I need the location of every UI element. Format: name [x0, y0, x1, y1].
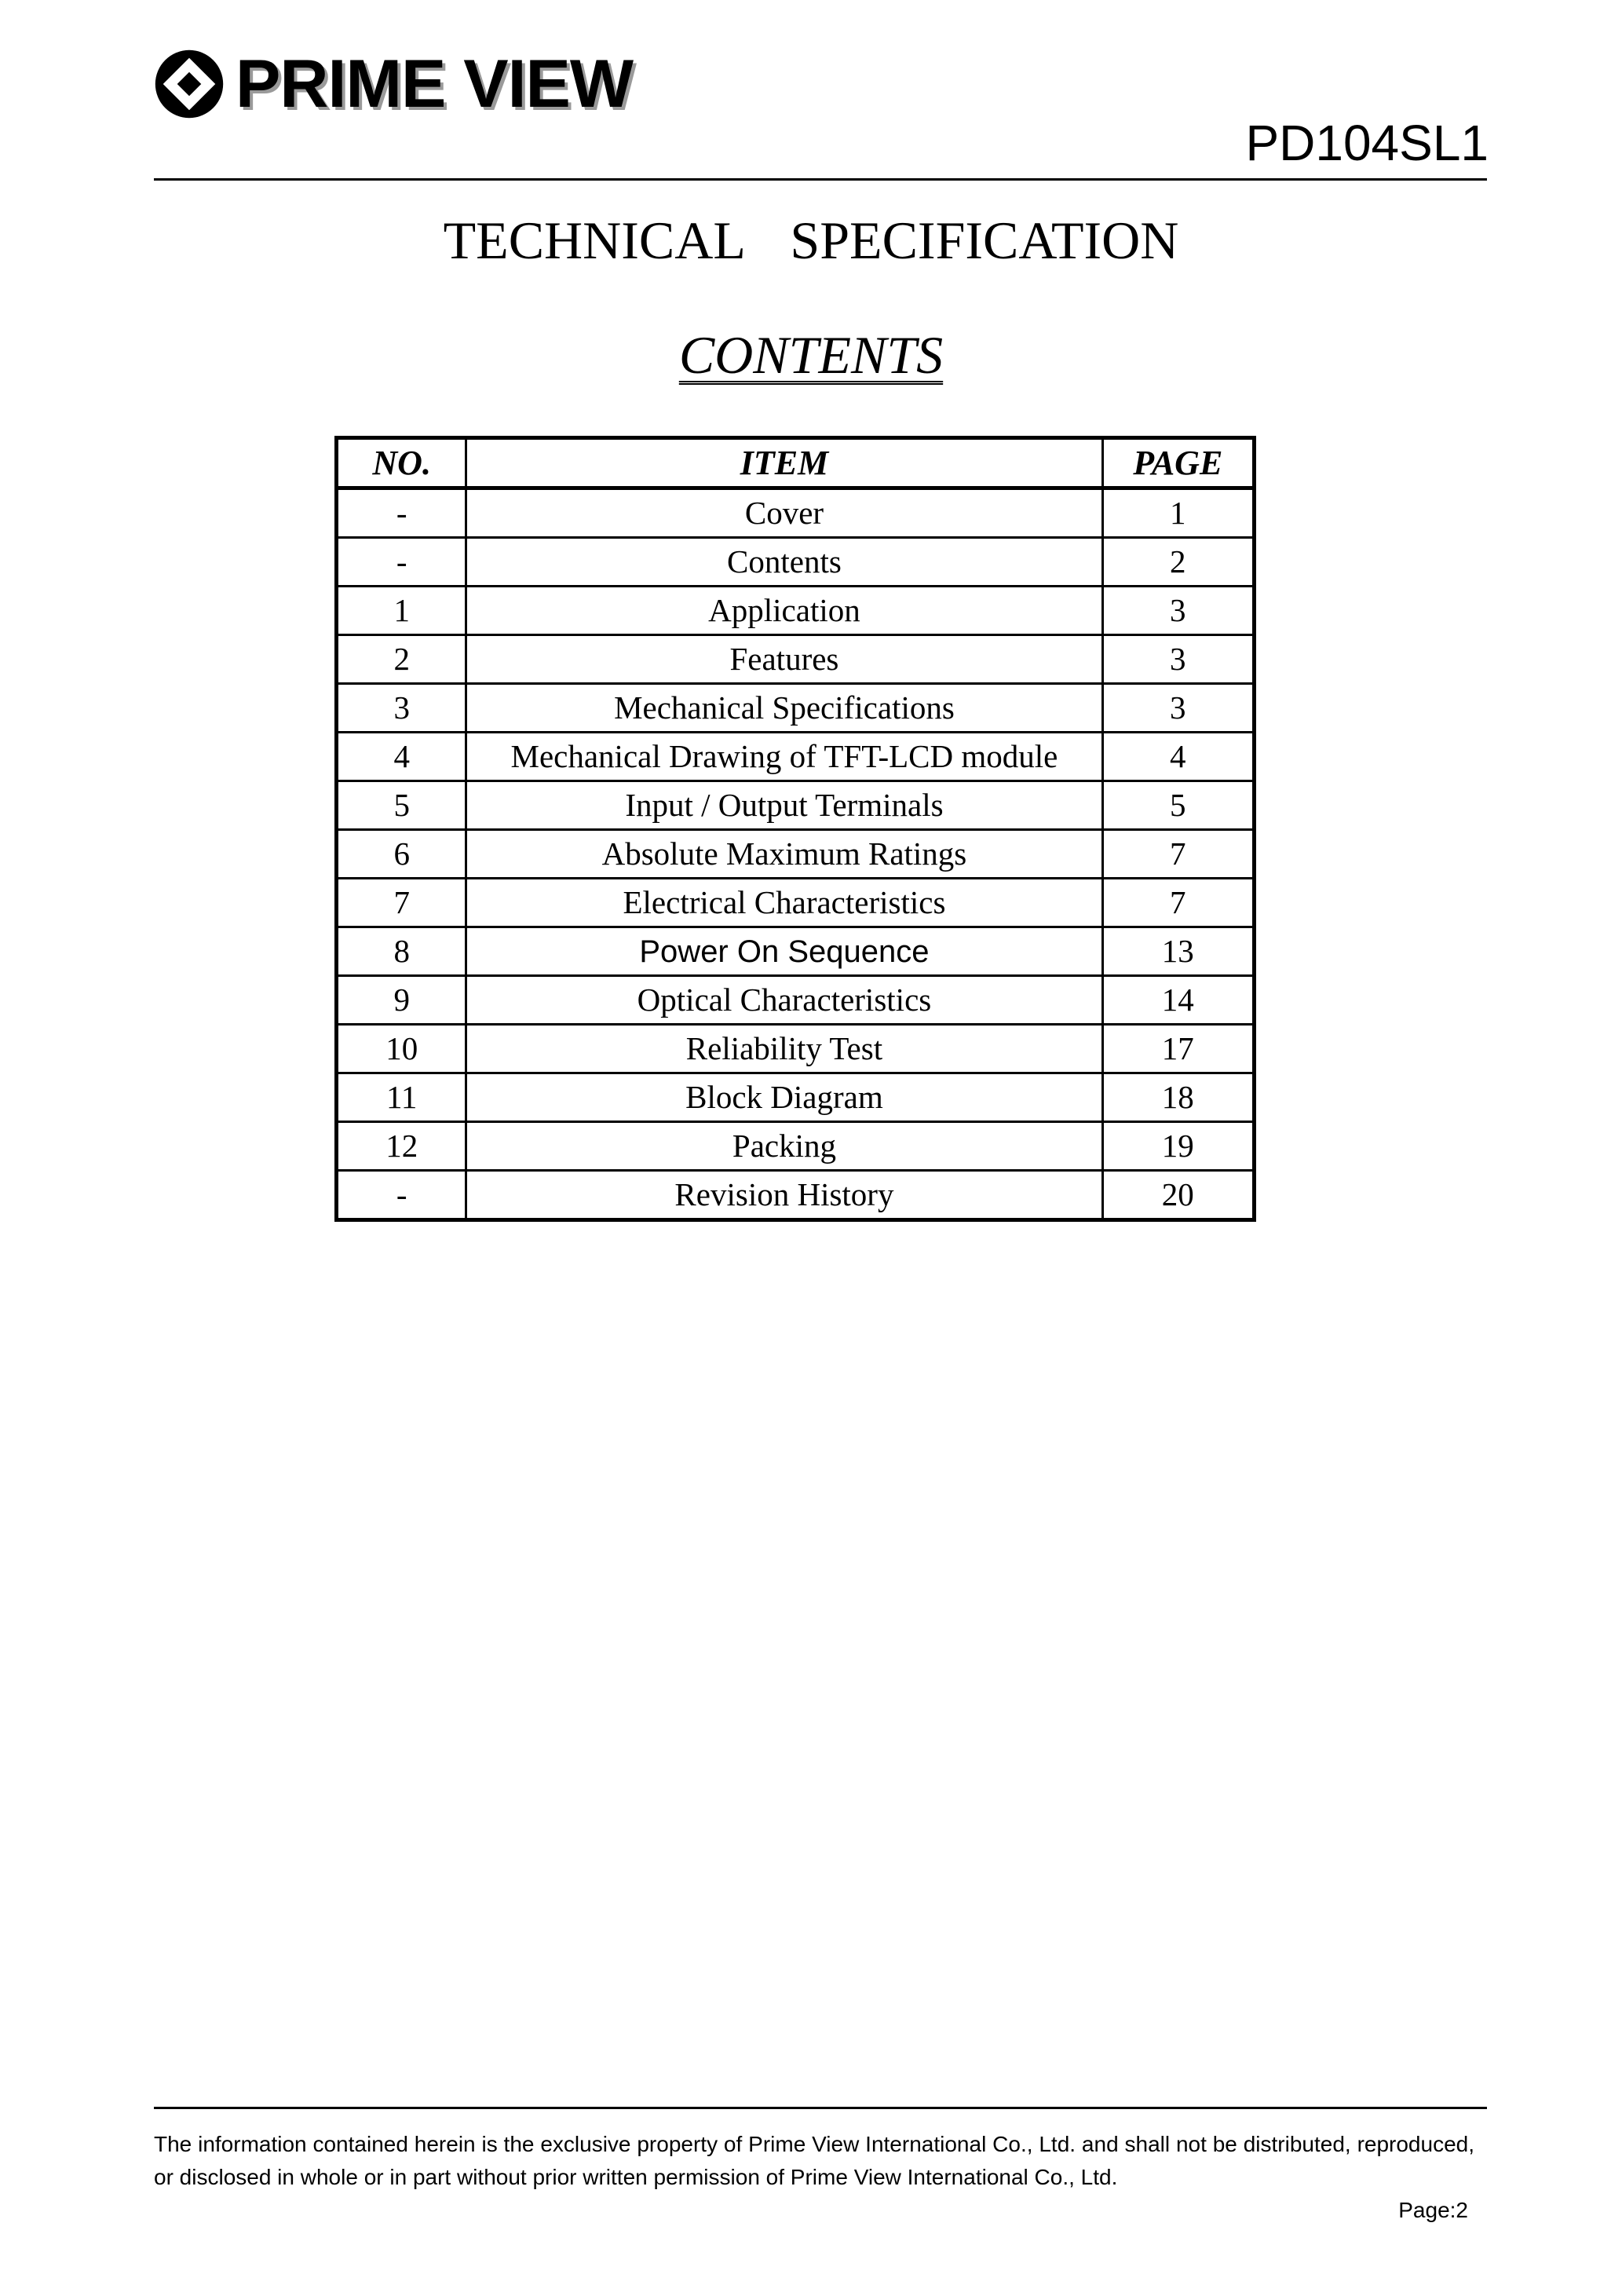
- contents-table: [334, 436, 1256, 1222]
- table-row: [337, 976, 1255, 1025]
- row-no: 5: [337, 781, 466, 830]
- row-page: 3: [1102, 587, 1255, 635]
- row-page: 2: [1102, 538, 1255, 587]
- table-row: [337, 635, 1255, 684]
- table-header-row: [337, 438, 1255, 488]
- row-no: 11: [337, 1073, 466, 1122]
- row-no: 6: [337, 830, 466, 879]
- row-item: Packing: [466, 1122, 1102, 1171]
- row-no: 4: [337, 733, 466, 781]
- row-item: Mechanical Specifications: [466, 684, 1102, 733]
- header-item: ITEM: [466, 438, 1102, 488]
- row-page: 18: [1102, 1073, 1255, 1122]
- row-item: Reliability Test: [466, 1025, 1102, 1073]
- row-item: Mechanical Drawing of TFT-LCD module: [466, 733, 1102, 781]
- model-number: PD104SL1: [1245, 115, 1489, 171]
- row-item: Input / Output Terminals: [466, 781, 1102, 830]
- row-page: 7: [1102, 879, 1255, 927]
- logo-text: PRIME VIEW: [236, 46, 634, 122]
- row-item: Contents: [466, 538, 1102, 587]
- table-row: [337, 684, 1255, 733]
- table-row: [337, 538, 1255, 587]
- row-no: -: [337, 538, 466, 587]
- row-item: Optical Characteristics: [466, 976, 1102, 1025]
- row-no: 3: [337, 684, 466, 733]
- table-row: [337, 733, 1255, 781]
- row-page: 17: [1102, 1025, 1255, 1073]
- row-no: 1: [337, 587, 466, 635]
- row-page: 1: [1102, 488, 1255, 538]
- document-title: TECHNICAL SPECIFICATION: [443, 210, 1179, 270]
- table-row: [337, 1171, 1255, 1220]
- company-logo: [154, 46, 634, 122]
- row-page: 7: [1102, 830, 1255, 879]
- table-row: [337, 1122, 1255, 1171]
- row-item: Block Diagram: [466, 1073, 1102, 1122]
- header-no: NO.: [337, 438, 466, 488]
- page-number: Page:2: [1398, 2198, 1468, 2222]
- footer-disclaimer: The information contained herein is the exclusive property of Prime View International Co., Ltd. and shall not be distributed, reproduced, or disclosed in whole or in part without prior written permission of Prime View International Co., Ltd.: [154, 2132, 1474, 2189]
- row-item: Absolute Maximum Ratings: [466, 830, 1102, 879]
- row-no: 2: [337, 635, 466, 684]
- row-no: 8: [337, 927, 466, 976]
- header-page: PAGE: [1102, 438, 1255, 488]
- header-rule: [154, 178, 1487, 181]
- table-row: [337, 1073, 1255, 1122]
- row-no: -: [337, 1171, 466, 1220]
- table-row: [337, 830, 1255, 879]
- row-page: 13: [1102, 927, 1255, 976]
- table-row: [337, 927, 1255, 976]
- diamond-in-circle-logo-icon: [154, 49, 225, 119]
- table-row: [337, 781, 1255, 830]
- table-row: [337, 488, 1255, 538]
- table-row: [337, 587, 1255, 635]
- contents-heading: [0, 325, 1622, 385]
- row-no: 10: [337, 1025, 466, 1073]
- contents-heading-text: CONTENTS: [678, 325, 944, 385]
- row-page: 19: [1102, 1122, 1255, 1171]
- row-page: 3: [1102, 684, 1255, 733]
- row-item: Application: [466, 587, 1102, 635]
- row-page: 5: [1102, 781, 1255, 830]
- row-item: Power On Sequence: [466, 927, 1102, 976]
- row-no: 12: [337, 1122, 466, 1171]
- row-page: 14: [1102, 976, 1255, 1025]
- footer-rule: [154, 2107, 1487, 2109]
- row-no: 9: [337, 976, 466, 1025]
- row-page: 20: [1102, 1171, 1255, 1220]
- table-row: [337, 879, 1255, 927]
- row-item: Cover: [466, 488, 1102, 538]
- row-page: 3: [1102, 635, 1255, 684]
- row-no: -: [337, 488, 466, 538]
- row-item: Electrical Characteristics: [466, 879, 1102, 927]
- row-item: Features: [466, 635, 1102, 684]
- row-no: 7: [337, 879, 466, 927]
- row-item: Revision History: [466, 1171, 1102, 1220]
- table-row: [337, 1025, 1255, 1073]
- row-page: 4: [1102, 733, 1255, 781]
